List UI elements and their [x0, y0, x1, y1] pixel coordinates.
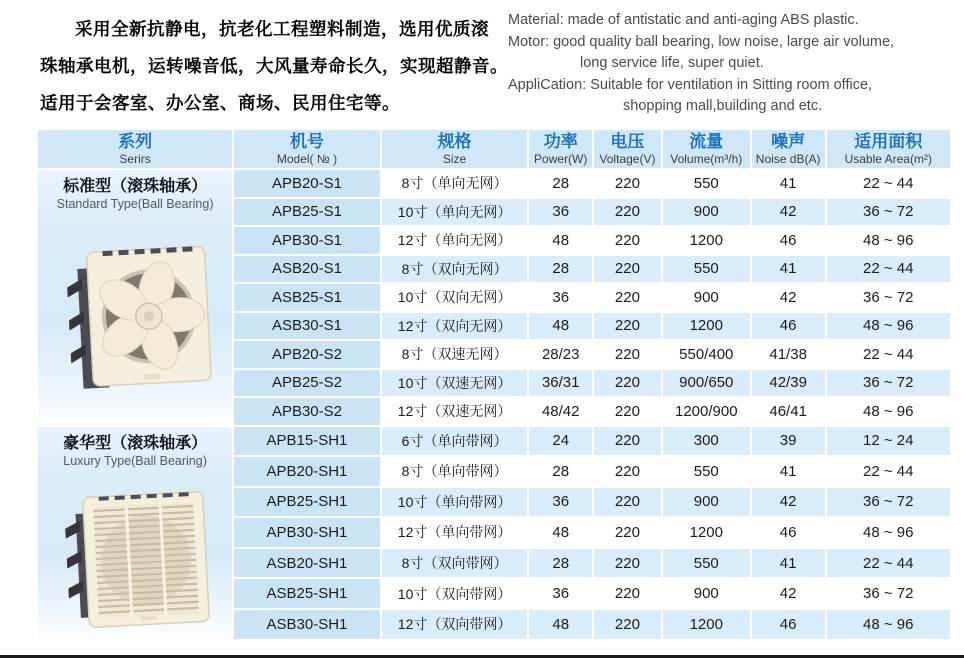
cell-power: 28	[529, 170, 592, 197]
cell-model: ASB25-S1	[234, 284, 380, 311]
cell-volume: 550	[663, 457, 750, 486]
cell-voltage: 220	[594, 227, 661, 254]
cell-noise: 42	[752, 284, 825, 311]
cell-noise: 46	[752, 313, 825, 340]
cell-volume: 900	[663, 284, 750, 311]
fan-photo-container	[38, 481, 232, 639]
cell-model: APB25-SH1	[234, 488, 380, 517]
cell-volume: 900	[663, 579, 750, 608]
cell-volume: 550	[663, 549, 750, 578]
standard-fan-image	[50, 224, 220, 418]
cell-voltage: 220	[594, 284, 661, 311]
cell-power: 48	[529, 610, 592, 639]
cell-power: 28	[529, 549, 592, 578]
cell-size: 8寸（双速无网）	[382, 341, 528, 368]
intro-en-line: AppliCation: Suitable for ventilation in Sitting room office,	[508, 76, 873, 93]
cell-power: 48	[529, 313, 592, 340]
cell-volume: 550	[663, 170, 750, 197]
cell-size: 6寸（单向带网）	[382, 427, 528, 456]
series-title-en: Luxury Type(Ball Bearing)	[63, 453, 207, 468]
luxury-fan-image	[50, 481, 220, 639]
cell-noise: 42	[752, 199, 825, 226]
fan-photo-container	[38, 224, 232, 418]
series-title-en: Standard Type(Ball Bearing)	[56, 197, 214, 211]
cell-area: 48 ~ 96	[827, 227, 950, 254]
cell-size: 10寸（单向无网）	[382, 199, 528, 226]
cell-voltage: 220	[594, 457, 661, 486]
cell-volume: 1200	[663, 227, 750, 254]
cell-volume: 900	[663, 199, 750, 226]
cell-area: 36 ~ 72	[827, 579, 950, 608]
cell-model: APB15-SH1	[234, 427, 380, 456]
cell-volume: 1200/900	[663, 398, 750, 425]
cell-noise: 42	[752, 579, 825, 608]
cell-area: 36 ~ 72	[827, 370, 950, 397]
cell-model: ASB30-SH1	[234, 610, 380, 639]
col-header-size	[382, 130, 528, 168]
intro-en-line: shopping mall,building and etc.	[623, 98, 823, 114]
col-header-cn-label: 噪声	[771, 132, 806, 151]
table-row	[38, 427, 950, 456]
cell-noise: 39	[752, 427, 825, 456]
cell-volume: 550/400	[663, 341, 750, 368]
cell-voltage: 220	[594, 427, 661, 456]
cell-model: APB25-S1	[234, 199, 380, 226]
col-header-cn-label: 适用面积	[854, 132, 923, 151]
series-cell-standard-fan	[38, 170, 232, 425]
intro-chinese-text	[40, 11, 520, 122]
cell-noise: 41/38	[752, 341, 825, 368]
cell-voltage: 220	[594, 341, 661, 368]
cell-size: 8寸（双向带网）	[382, 549, 528, 578]
cell-model: APB20-S1	[234, 170, 380, 197]
cell-power: 36/31	[529, 370, 592, 397]
cell-size: 12寸（单向带网）	[382, 518, 528, 547]
cell-size: 8寸（单向无网）	[382, 170, 528, 197]
cell-noise: 46	[752, 610, 825, 639]
cell-area: 48 ~ 96	[827, 518, 950, 547]
intro-en-line: Motor: good quality ball bearing, low noise, large air volume,	[508, 33, 895, 50]
cell-area: 22 ~ 44	[827, 256, 950, 283]
cell-voltage: 220	[594, 256, 661, 283]
col-header-en-label: Serirs	[119, 152, 151, 166]
intro-cn-line: 珠轴承电机，运转噪音低，大风量寿命长久，实现超静音。	[40, 56, 508, 76]
col-header-cn-label: 功率	[543, 132, 578, 151]
cell-area: 48 ~ 96	[827, 313, 950, 340]
col-header-en-label: Voltage(V)	[599, 152, 656, 166]
cell-voltage: 220	[594, 579, 661, 608]
cell-area: 48 ~ 96	[827, 398, 950, 425]
cell-area: 48 ~ 96	[827, 610, 950, 639]
intro-cn-line: 采用全新抗静电，抗老化工程塑料制造，选用优质滚	[75, 19, 489, 39]
cell-size: 10寸（双速无网）	[382, 370, 528, 397]
cell-volume: 550	[663, 256, 750, 283]
series-title-cn: 豪华型（滚珠轴承）	[63, 434, 208, 452]
cell-model: ASB20-S1	[234, 256, 380, 283]
col-header-series	[38, 130, 232, 168]
cell-area: 36 ~ 72	[827, 199, 950, 226]
cell-voltage: 220	[594, 170, 661, 197]
cell-voltage: 220	[594, 370, 661, 397]
cell-size: 10寸（单向带网）	[382, 488, 528, 517]
cell-noise: 41	[752, 256, 825, 283]
cell-power: 36	[529, 579, 592, 608]
cell-power: 28	[529, 256, 592, 283]
cell-size: 8寸（单向带网）	[382, 457, 528, 486]
cell-area: 22 ~ 44	[827, 170, 950, 197]
cell-power: 28	[529, 457, 592, 486]
cell-area: 22 ~ 44	[827, 549, 950, 578]
cell-volume: 1200	[663, 313, 750, 340]
cell-voltage: 220	[594, 518, 661, 547]
cell-model: APB25-S2	[234, 370, 380, 397]
cell-power: 36	[529, 488, 592, 517]
col-header-voltage	[594, 130, 661, 168]
cell-model: APB20-S2	[234, 341, 380, 368]
series-cell-luxury-fan	[38, 427, 232, 639]
col-header-cn-label: 规格	[437, 132, 472, 151]
cell-noise: 46	[752, 518, 825, 547]
col-header-en-label: Noise dB(A)	[755, 152, 821, 166]
col-header-en-label: Usable Area(m²)	[844, 152, 932, 166]
table-row	[38, 170, 950, 197]
series-title-cn: 标准型（滚珠轴承）	[63, 178, 208, 195]
cell-volume: 300	[663, 427, 750, 456]
cell-size: 12寸（双速无网）	[382, 398, 528, 425]
intro-english-text	[508, 10, 958, 118]
cell-voltage: 220	[594, 398, 661, 425]
cell-power: 48	[529, 227, 592, 254]
intro-cn-line: 适用于会客室、办公室、商场、民用住宅等。	[40, 93, 400, 113]
cell-model: APB20-SH1	[234, 457, 380, 486]
cell-size: 12寸（单向无网）	[382, 227, 528, 254]
intro-en-line: Material: made of antistatic and anti-aging ABS plastic.	[508, 12, 859, 28]
col-header-cn-label: 系列	[118, 132, 153, 151]
cell-noise: 46	[752, 227, 825, 254]
cell-voltage: 220	[594, 199, 661, 226]
cell-volume: 900	[663, 488, 750, 517]
col-header-en-label: Volume(m³/h)	[670, 152, 743, 166]
cell-size: 12寸（双向带网）	[382, 610, 528, 639]
cell-size: 12寸（双向无网）	[382, 313, 528, 340]
cell-power: 48/42	[529, 398, 592, 425]
cell-voltage: 220	[594, 549, 661, 578]
col-header-power	[529, 130, 592, 168]
cell-size: 10寸（双向带网）	[382, 579, 528, 608]
cell-noise: 41	[752, 549, 825, 578]
col-header-noise	[752, 130, 825, 168]
cell-voltage: 220	[594, 313, 661, 340]
cell-volume: 1200	[663, 518, 750, 547]
cell-power: 24	[529, 427, 592, 456]
cell-volume: 1200	[663, 610, 750, 639]
cell-power: 48	[529, 518, 592, 547]
cell-noise: 46/41	[752, 398, 825, 425]
spec-table	[36, 128, 952, 641]
col-header-cn-label: 流量	[689, 132, 724, 151]
cell-area: 36 ~ 72	[827, 284, 950, 311]
col-header-area	[827, 130, 950, 168]
cell-area: 22 ~ 44	[827, 457, 950, 486]
cell-area: 22 ~ 44	[827, 341, 950, 368]
col-header-en-label: Power(W)	[534, 152, 588, 166]
cell-model: ASB20-SH1	[234, 549, 380, 578]
cell-model: ASB30-S1	[234, 313, 380, 340]
cell-area: 36 ~ 72	[827, 488, 950, 517]
intro-en-line: long service life, super quiet.	[580, 55, 764, 71]
cell-voltage: 220	[594, 610, 661, 639]
cell-noise: 42/39	[752, 370, 825, 397]
col-header-en-label: Size	[442, 152, 467, 166]
cell-power: 36	[529, 284, 592, 311]
cell-noise: 41	[752, 457, 825, 486]
col-header-volume	[663, 130, 750, 168]
table-header-row	[38, 130, 950, 168]
cell-model: ASB25-SH1	[234, 579, 380, 608]
cell-noise: 42	[752, 488, 825, 517]
cell-volume: 900/650	[663, 370, 750, 397]
cell-model: APB30-S2	[234, 398, 380, 425]
cell-model: APB30-SH1	[234, 518, 380, 547]
col-header-en-label: Model( № )	[276, 152, 338, 166]
cell-area: 12 ~ 24	[827, 427, 950, 456]
cell-power: 36	[529, 199, 592, 226]
cell-noise: 41	[752, 170, 825, 197]
col-header-model	[234, 130, 380, 168]
col-header-cn-label: 机号	[289, 132, 324, 151]
cell-size: 10寸（双向无网）	[382, 284, 528, 311]
cell-power: 28/23	[529, 341, 592, 368]
col-header-cn-label: 电压	[610, 132, 645, 151]
cell-size: 8寸（双向无网）	[382, 256, 528, 283]
cell-model: APB30-S1	[234, 227, 380, 254]
cell-voltage: 220	[594, 488, 661, 517]
